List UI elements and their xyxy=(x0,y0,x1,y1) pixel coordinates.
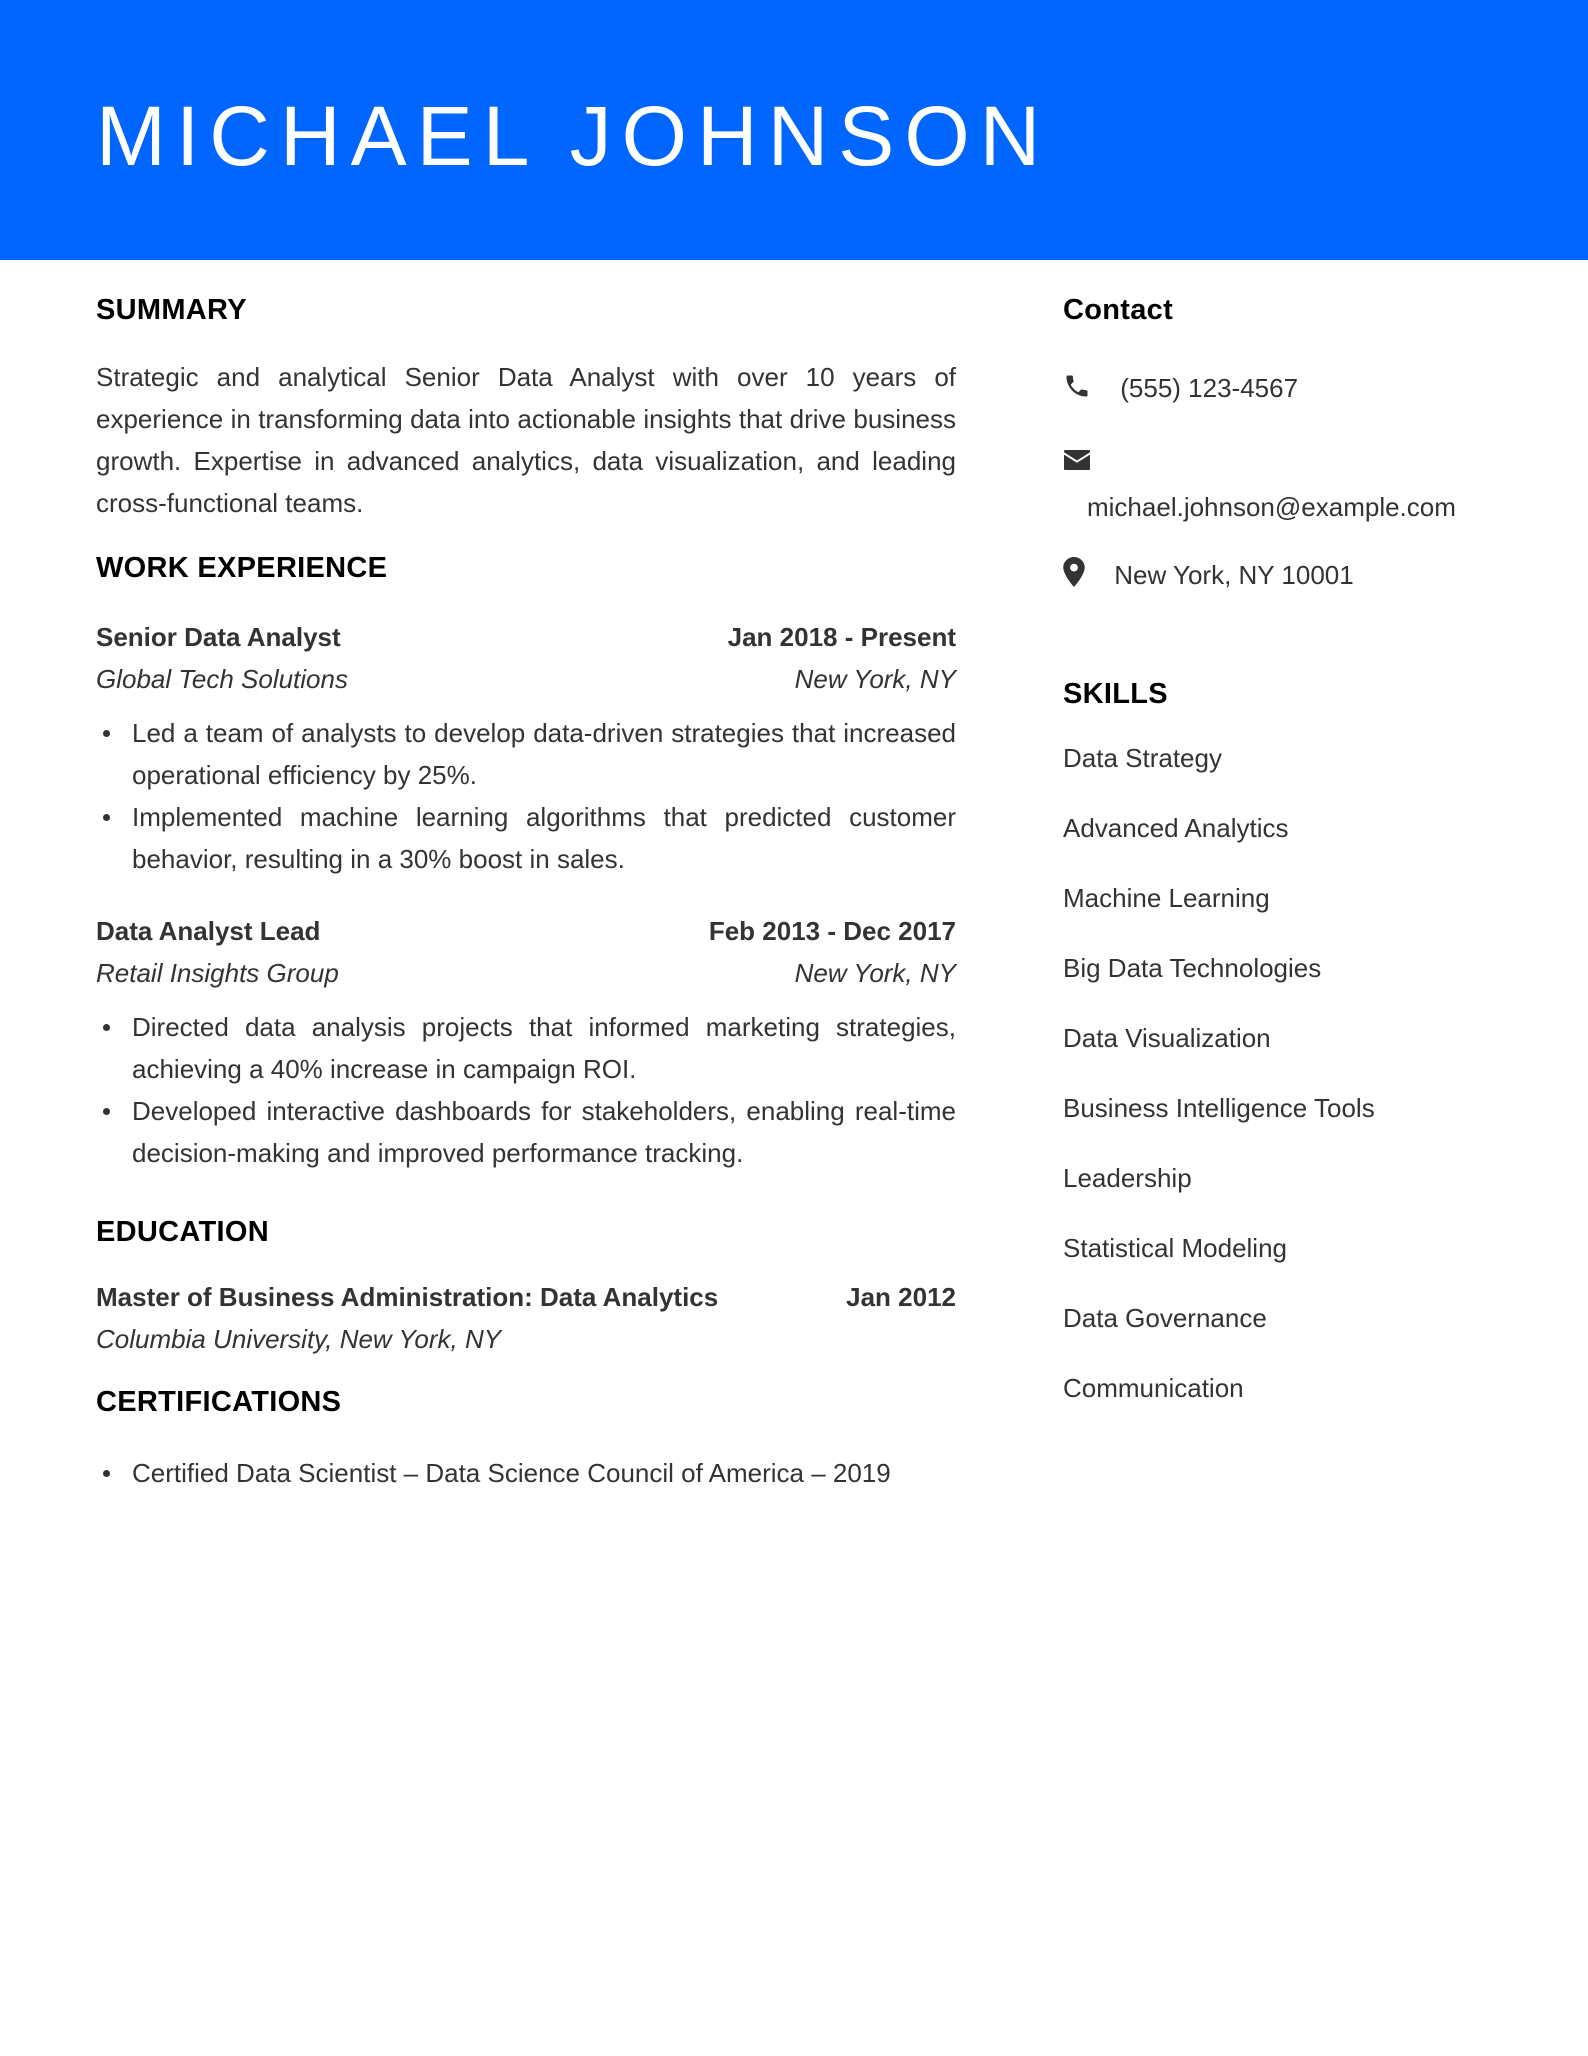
job-header-row xyxy=(96,910,956,952)
job-title: Data Analyst Lead xyxy=(96,916,321,946)
job-subheader-row xyxy=(96,658,956,700)
job-location: New York, NY xyxy=(794,958,956,988)
skill-item: Machine Learning xyxy=(1063,883,1270,914)
contact-heading: Contact xyxy=(1063,294,1174,326)
map-pin-icon xyxy=(1063,557,1085,596)
skill-item: Statistical Modeling xyxy=(1063,1233,1287,1264)
job-entry xyxy=(96,616,956,880)
job-location: New York, NY xyxy=(794,664,956,694)
education-school: Columbia University, New York, NY xyxy=(96,1324,502,1354)
job-bullet: Directed data analysis projects that informed marketing strategies, achieving a 40% increase in campaign ROI. xyxy=(132,1006,956,1090)
skill-item: Advanced Analytics xyxy=(1063,813,1289,844)
education-header-row xyxy=(96,1276,956,1318)
education-date: Jan 2012 xyxy=(846,1282,956,1312)
main-column xyxy=(96,290,956,1494)
job-bullet: Implemented machine learning algorithms that predicted customer behavior, resulting in a 30% boost in sales. xyxy=(132,796,956,880)
location-text: New York, NY 10001 xyxy=(1114,559,1354,590)
envelope-icon xyxy=(1063,445,1091,481)
header-banner xyxy=(0,0,1588,260)
skill-item: Big Data Technologies xyxy=(1063,953,1322,984)
candidate-name: MICHAEL JOHNSON xyxy=(96,89,1051,183)
phone-number: (555) 123-4567 xyxy=(1120,373,1299,403)
contact-location xyxy=(1063,557,1523,597)
job-title: Senior Data Analyst xyxy=(96,622,341,652)
job-bullet: Developed interactive dashboards for stakeholders, enabling real-time decision-making and improved performance tracking. xyxy=(132,1090,956,1174)
summary-text: Strategic and analytical Senior Data Analyst with over 10 years of experience in transforming data into actionable insights that drive business growth. Expertise in advanced analytics, data visualization, and leading cross-functional teams. xyxy=(96,362,956,518)
certifications-heading: CERTIFICATIONS xyxy=(96,1386,342,1418)
skill-item: Communication xyxy=(1063,1373,1244,1404)
sidebar-column xyxy=(1063,290,1523,1406)
skill-item: Data Governance xyxy=(1063,1303,1267,1334)
email-address: michael.johnson@example.com xyxy=(1087,491,1456,522)
skills-heading: SKILLS xyxy=(1063,678,1168,711)
job-bullets xyxy=(96,1006,956,1174)
skill-item: Leadership xyxy=(1063,1163,1192,1194)
contact-email xyxy=(1063,443,1523,525)
skill-item: Data Strategy xyxy=(1063,743,1222,774)
job-entry xyxy=(96,910,956,1174)
job-company: Retail Insights Group xyxy=(96,958,339,988)
job-bullet: Led a team of analysts to develop data-driven strategies that increased operational efficiency by 25%. xyxy=(132,712,956,796)
certification-list xyxy=(96,1452,956,1494)
phone-icon xyxy=(1063,372,1091,409)
job-header-row xyxy=(96,616,956,658)
skills-list xyxy=(1063,740,1523,1406)
contact-phone xyxy=(1063,370,1523,409)
work-experience-heading: WORK EXPERIENCE xyxy=(96,552,388,584)
certification-item: Certified Data Scientist – Data Science Council of America – 2019 xyxy=(132,1452,956,1494)
skill-item: Data Visualization xyxy=(1063,1023,1271,1054)
job-bullets xyxy=(96,712,956,880)
summary-heading: SUMMARY xyxy=(96,294,247,326)
education-entry xyxy=(96,1276,956,1360)
job-dates: Jan 2018 - Present xyxy=(727,622,956,652)
job-subheader-row xyxy=(96,952,956,994)
education-heading: EDUCATION xyxy=(96,1216,269,1248)
skill-item: Business Intelligence Tools xyxy=(1063,1093,1375,1124)
job-dates: Feb 2013 - Dec 2017 xyxy=(708,916,956,946)
education-degree: Master of Business Administration: Data Analytics xyxy=(96,1282,719,1312)
job-company: Global Tech Solutions xyxy=(96,664,348,694)
